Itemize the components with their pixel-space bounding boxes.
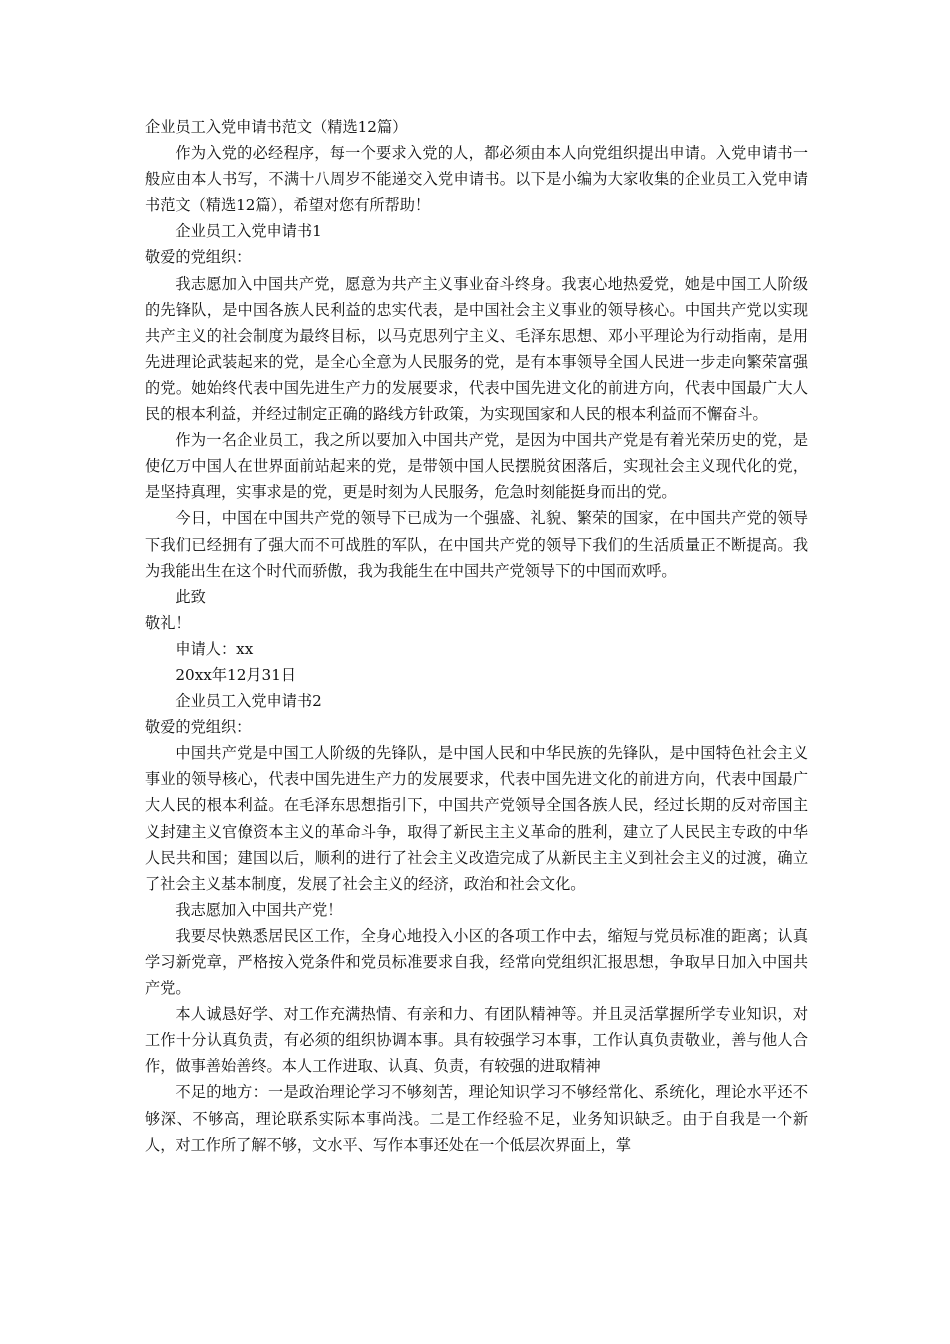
document-page <box>145 114 808 1158</box>
letter2-salutation: 敬爱的党组织： <box>145 718 252 737</box>
letter2-paragraph-2: 我志愿加入中国共产党！ <box>175 900 343 919</box>
letter1-heading: 企业员工入党申请书1 <box>175 222 322 241</box>
letter1-closing-2: 敬礼！ <box>145 613 191 632</box>
intro-paragraph: 作为入党的必经程序，每一个要求入党的人，都必须由本人向党组织提出申请。入党申请书一般应由本人书写，不满十八周岁不能递交入党申请书。以下是小编为大家收集的企业员工入党申请书范文（精选12篇），希望对您有所帮助！ <box>145 144 808 215</box>
letter2-paragraph-5: 不足的地方：一是政治理论学习不够刻苦，理论知识学习不够经常化、系统化，理论水平还不够深、不够高，理论联系实际本事尚浅。二是工作经验不足，业务知识缺乏。由于自我是一个新人，对工作所了解不够，文水平、写作本事还处在一个低层次界面上，掌 <box>145 1083 808 1154</box>
letter1-date: 20xx年12月31日 <box>175 665 297 684</box>
letter1-paragraph-2: 作为一名企业员工，我之所以要加入中国共产党，是因为中国共产党是有着光荣历史的党，是使亿万中国人在世界面前站起来的党，是带领中国人民摆脱贫困落后，实现社会主义现代化的党，是坚持真理，实事求是的党，更是时刻为人民服务，危急时刻能挺身而出的党。 <box>145 431 808 502</box>
letter1-closing-1: 此致 <box>175 587 206 606</box>
letter1-paragraph-3: 今日，中国在中国共产党的领导下已成为一个强盛、礼貌、繁荣的国家，在中国共产党的领导下我们已经拥有了强大而不可战胜的军队，在中国共产党的领导下我们的生活质量正不断提高。我为我能出生在这个时代而骄傲，我为我能生在中国共产党领导下的中国而欢呼。 <box>145 509 808 580</box>
letter2-paragraph-1: 中国共产党是中国工人阶级的先锋队，是中国人民和中华民族的先锋队，是中国特色社会主义事业的领导核心，代表中国先进生产力的发展要求，代表中国先进文化的前进方向，代表中国最广大人民的根本利益。在毛泽东思想指引下，中国共产党领导全国各族人民，经过长期的反对帝国主义封建主义官僚资本主义的革命斗争，取得了新民主主义革命的胜利，建立了人民民主专政的中华人民共和国；建国以后，顺利的进行了社会主义改造完成了从新民主主义到社会主义的过渡，确立了社会主义基本制度，发展了社会主义的经济，政治和社会文化。 <box>145 744 808 893</box>
letter2-paragraph-3: 我要尽快熟悉居民区工作，全身心地投入小区的各项工作中去，缩短与党员标准的距离；认真学习新党章，严格按入党条件和党员标准要求自我，经常向党组织汇报思想，争取早日加入中国共产党。 <box>145 926 808 998</box>
letter1-salutation: 敬爱的党组织： <box>145 248 252 267</box>
letter2-heading: 企业员工入党申请书2 <box>175 692 322 711</box>
letter1-paragraph-1: 我志愿加入中国共产党，愿意为共产主义事业奋斗终身。我衷心地热爱党，她是中国工人阶级的先锋队，是中国各族人民利益的忠实代表，是中国社会主义事业的领导核心。中国共产党以实现共产主义的社会制度为最终目标，以马克思列宁主义、毛泽东思想、邓小平理论为行动指南，是用先进理论武装起来的党，是全心全意为人民服务的党，是有本事领导全国人民进一步走向繁荣富强的党。她始终代表中国先进生产力的发展要求，代表中国先进文化的前进方向，代表中国最广大人民的根本利益，并经过制定正确的路线方针政策，为实现国家和人民的根本利益而不懈奋斗。 <box>145 274 808 424</box>
document-title: 企业员工入党申请书范文（精选12篇） <box>145 118 408 136</box>
letter1-applicant: 申请人：xx <box>175 639 254 658</box>
letter2-paragraph-4: 本人诚恳好学、对工作充满热情、有亲和力、有团队精神等。并且灵活掌握所学专业知识，对工作十分认真负责，有必须的组织协调本事。具有较强学习本事，工作认真负责敬业，善与他人合作，做事善始善终。本人工作进取、认真、负责，有较强的进取精神 <box>145 1005 808 1076</box>
